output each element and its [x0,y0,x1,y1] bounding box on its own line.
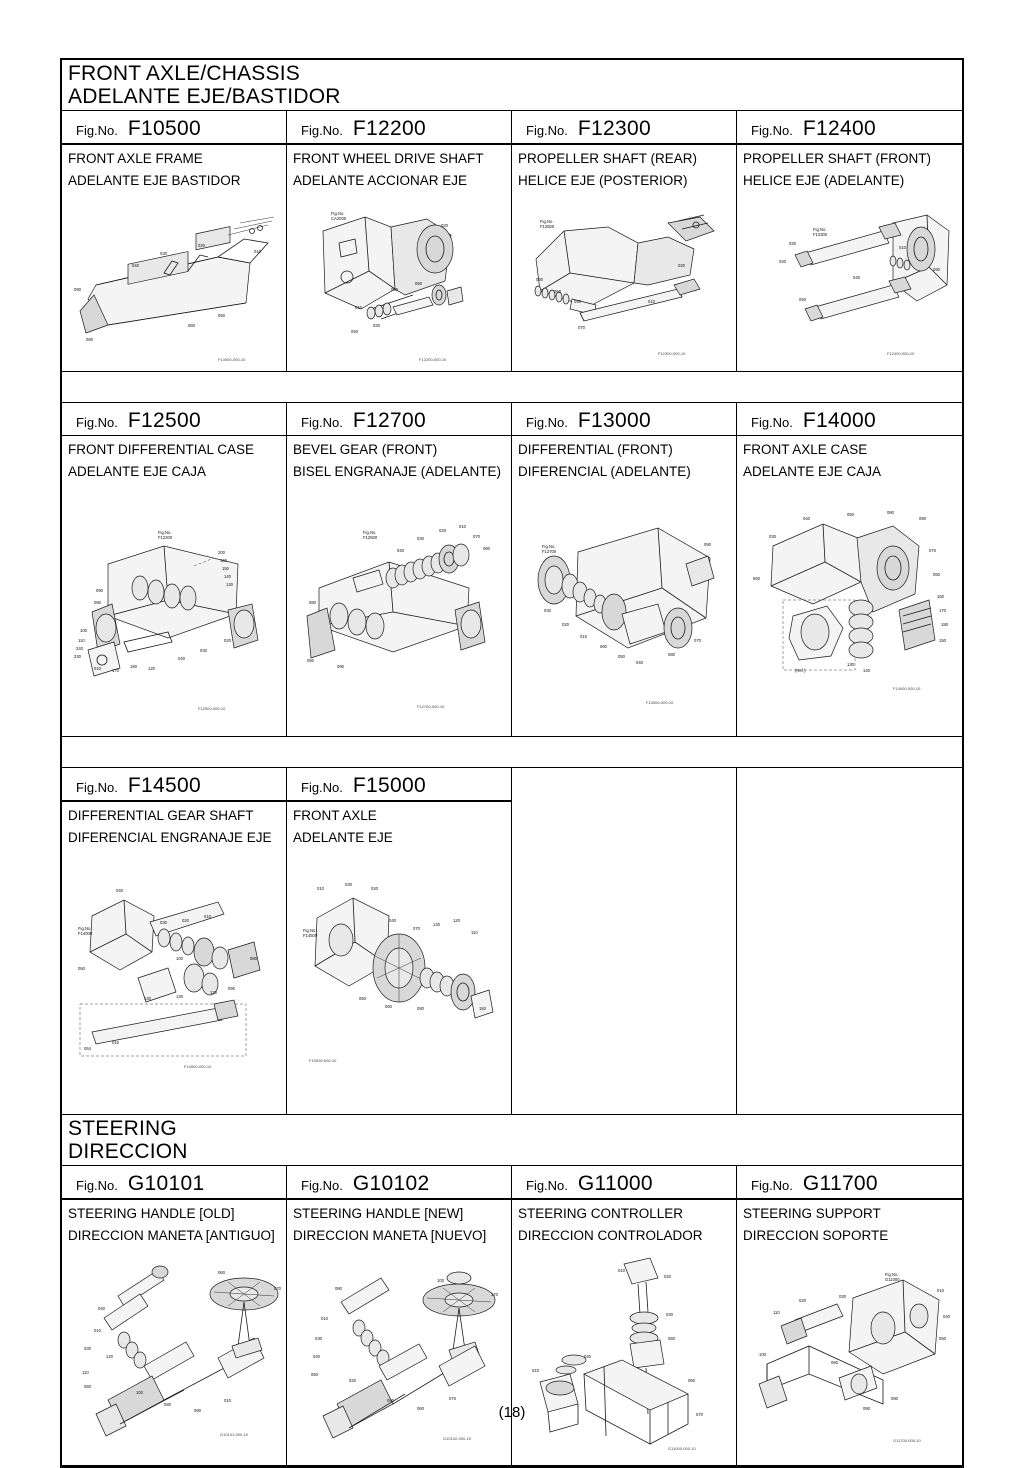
fig-header [512,1166,736,1198]
section-title-en: FRONT AXLE/CHASSIS [68,62,300,85]
svg-text:040: 040 [853,274,860,280]
svg-text:010: 010 [224,1397,231,1403]
svg-text:010: 010 [317,885,324,891]
figure-cell-empty-2 [737,768,962,1115]
svg-text:040: 040 [584,1353,591,1359]
svg-text:030: 030 [417,536,424,542]
svg-text:050: 050 [554,288,561,294]
svg-text:080: 080 [668,652,675,658]
fig-desc-en: STEERING HANDLE [OLD] [68,1205,235,1221]
fig-desc-en: PROPELLER SHAFT (REAR) [518,150,698,166]
fig-desc-es: DIFERENCIAL (ADELANTE) [518,464,691,480]
fig-desc-en: DIFFERENTIAL GEAR SHAFT [68,807,254,823]
svg-text:030: 030 [315,1335,322,1341]
figure-row [62,403,962,738]
fig-desc-en: STEERING HANDLE [NEW] [293,1205,464,1221]
svg-text:100: 100 [136,1389,143,1395]
figure-cell-f12500[interactable] [62,403,287,738]
fig-no-label: Fig.No. [76,1178,118,1194]
fig-no-label: Fig.No. [76,780,118,796]
svg-text:070: 070 [578,324,585,330]
fig-desc-en: FRONT DIFFERENTIAL CASE [68,442,255,458]
svg-text:080: 080 [309,600,316,606]
svg-text:100: 100 [437,1277,444,1283]
fig-desc-es: DIRECCION CONTROLADOR [518,1227,703,1243]
svg-text:060: 060 [188,322,195,328]
figure-illustration-differential [512,486,736,736]
svg-text:140: 140 [144,995,151,1001]
fig-desc-en: STEERING CONTROLLER [518,1205,684,1221]
catalog-page [60,58,964,1468]
svg-text:120: 120 [210,989,217,995]
svg-text:050: 050 [84,1383,91,1389]
svg-text:F12300-000-10: F12300-000-10 [658,350,686,356]
svg-text:160: 160 [220,558,227,564]
svg-text:010: 010 [254,248,261,254]
svg-text:140: 140 [433,921,440,927]
svg-text:140: 140 [224,574,231,580]
fig-header [62,1166,286,1198]
fig-number: F12500 [127,408,201,432]
fig-no-label: Fig.No. [751,414,793,430]
svg-text:050: 050 [359,995,366,1001]
svg-text:020: 020 [799,1297,806,1303]
svg-text:020: 020 [779,258,786,264]
fig-no-label: Fig.No. [76,414,118,430]
fig-desc-en: FRONT WHEEL DRIVE SHAFT [293,150,484,166]
fig-number: G10101 [127,1172,205,1196]
svg-text:Fig.No.F12500: Fig.No. F12500 [363,530,378,541]
svg-text:040: 040 [574,298,581,304]
svg-text:050: 050 [668,1335,675,1341]
svg-text:030: 030 [345,881,352,887]
svg-text:150: 150 [939,638,946,644]
svg-text:130: 130 [226,582,233,588]
svg-text:040: 040 [98,1305,105,1311]
svg-text:Fig.No.CA2000: Fig.No. CA2000 [331,210,347,221]
svg-text:050: 050 [618,654,625,660]
svg-text:030: 030 [666,1311,673,1317]
svg-text:010: 010 [648,298,655,304]
section-title-front-axle [62,60,962,111]
svg-text:Fig.No.F12300: Fig.No. F12300 [813,226,828,237]
fig-desc-es: ADELANTE EJE CAJA [68,464,207,480]
fig-no-label: Fig.No. [76,123,118,139]
figure-illustration-frontaxle [287,852,511,1114]
svg-text:110: 110 [78,638,85,644]
fig-number: F12400 [802,117,876,141]
svg-text:050: 050 [799,296,806,302]
figure-illustration-propeller-front [737,195,962,371]
fig-number: F12200 [352,117,426,141]
svg-text:070: 070 [413,925,420,931]
svg-text:240: 240 [76,646,83,652]
svg-text:070: 070 [696,1411,703,1417]
svg-text:080: 080 [891,1395,898,1401]
fig-no-label: Fig.No. [526,414,568,430]
svg-text:070: 070 [274,1285,281,1291]
fig-no-label: Fig.No. [301,780,343,796]
svg-text:020: 020 [678,262,685,268]
svg-text:060: 060 [385,1003,392,1009]
svg-text:030: 030 [84,1345,91,1351]
svg-text:170: 170 [112,668,119,674]
svg-text:090: 090 [863,1405,870,1411]
fig-header [287,403,511,435]
svg-text:(Ref.): (Ref.) [795,668,806,674]
svg-text:010: 010 [459,524,466,530]
figure-illustration-diffcase [62,486,286,736]
svg-text:050: 050 [415,280,422,286]
svg-text:090: 090 [337,664,344,670]
svg-text:F12400-000-10: F12400-000-10 [887,350,915,356]
figure-illustration-frame [62,195,286,371]
figure-cell-f13000[interactable] [512,403,737,738]
fig-number: G11000 [577,1172,653,1196]
svg-text:Fig.No.G11000: Fig.No. G11000 [885,1271,900,1282]
svg-text:080: 080 [250,955,257,961]
fig-header [62,768,286,800]
svg-text:140: 140 [863,668,870,674]
svg-text:050: 050 [351,328,358,334]
svg-text:150: 150 [222,566,229,572]
fig-no-label: Fig.No. [751,1178,793,1194]
svg-text:010: 010 [321,1315,328,1321]
svg-text:040: 040 [636,660,643,666]
svg-text:130: 130 [176,993,183,999]
fig-number: F13000 [577,408,651,432]
svg-text:G10101-000-10: G10101-000-10 [220,1431,249,1437]
fig-no-label: Fig.No. [526,1178,568,1194]
svg-text:050: 050 [311,1371,318,1377]
svg-text:060: 060 [218,1269,225,1275]
svg-text:650: 650 [753,576,760,582]
svg-text:040: 040 [397,548,404,554]
figure-illustration-driveshaft [287,195,511,371]
svg-text:050: 050 [218,312,225,318]
fig-desc-es: BISEL ENGRANAJE (ADELANTE) [293,464,502,480]
svg-text:060: 060 [688,1377,695,1383]
fig-number: G11700 [802,1172,878,1196]
svg-text:170: 170 [491,1291,498,1297]
svg-text:090: 090 [194,1407,201,1413]
svg-text:070: 070 [694,638,701,644]
svg-text:100: 100 [80,628,87,634]
svg-text:Fig.No.F12500: Fig.No. F12500 [540,218,555,229]
fig-number: G10102 [352,1172,430,1196]
fig-desc-es: ADELANTE EJE CAJA [743,464,882,480]
svg-text:040: 040 [132,262,139,268]
figure-illustration-support [737,1250,962,1465]
svg-text:040: 040 [178,656,185,662]
fig-header [62,111,286,143]
svg-text:040: 040 [943,1313,950,1319]
svg-text:090: 090 [919,516,926,522]
svg-text:040: 040 [803,516,810,522]
svg-text:G10102-000-10: G10102-000-10 [443,1435,472,1441]
svg-text:190: 190 [130,664,137,670]
fig-header [737,111,962,143]
fig-desc-es: DIRECCION MANETA [NUEVO] [293,1227,487,1243]
fig-number: F15000 [352,774,426,798]
svg-text:030: 030 [160,919,167,925]
fig-header [512,111,736,143]
svg-text:020: 020 [371,885,378,891]
fig-desc-es: ADELANTE ACCIONAR EJE [293,172,468,188]
fig-desc-es: ADELANTE EJE BASTIDOR [68,172,241,188]
figure-row [62,768,962,1115]
fig-header [737,1166,962,1198]
fig-no-label: Fig.No. [301,1178,343,1194]
svg-text:120: 120 [106,1353,113,1359]
svg-text:010: 010 [937,1287,944,1293]
section-title-en: STEERING [68,1116,177,1140]
fig-desc-en: PROPELLER SHAFT (FRONT) [743,150,932,166]
svg-text:F10500-000-10: F10500-000-10 [218,356,246,362]
svg-text:110: 110 [82,1369,89,1375]
figure-cell-f15000[interactable] [287,768,512,1115]
svg-text:F15000-000-10: F15000-000-10 [309,1057,337,1063]
fig-desc-es: DIRECCION SOPORTE [743,1227,889,1243]
page-number: (18) [498,1404,526,1421]
svg-text:120: 120 [148,666,155,672]
fig-number: F10500 [127,117,201,141]
svg-text:030: 030 [769,534,776,540]
svg-text:060: 060 [483,546,490,552]
svg-text:020: 020 [224,638,231,644]
svg-text:070: 070 [473,534,480,540]
figure-cell-f14000[interactable] [737,403,962,738]
fig-desc-es: HELICE EJE (ADELANTE) [743,172,905,188]
svg-text:060: 060 [831,1359,838,1365]
fig-desc-en: FRONT AXLE FRAME [68,150,203,166]
svg-text:020: 020 [664,1273,671,1279]
fig-header [512,403,736,435]
figure-row [62,111,962,372]
svg-text:050: 050 [78,965,85,971]
svg-text:040: 040 [116,887,123,893]
svg-text:G11700-000-10: G11700-000-10 [893,1437,921,1443]
fig-desc-es: HELICE EJE (POSTERIOR) [518,172,688,188]
svg-text:090: 090 [74,286,81,292]
svg-text:180: 180 [941,622,948,628]
figure-illustration-handle-new [287,1250,511,1465]
svg-text:010: 010 [94,666,101,672]
svg-text:030: 030 [373,322,380,328]
svg-text:010: 010 [355,304,362,310]
svg-text:200: 200 [218,550,225,556]
svg-text:040: 040 [389,917,396,923]
figure-illustration-axlecase [737,486,962,736]
fig-number: F12300 [577,117,651,141]
figure-cell-f10500[interactable] [62,111,287,372]
fig-desc-es: DIFERENCIAL ENGRANAJE EJE [68,829,272,845]
svg-text:050: 050 [307,658,314,664]
svg-text:064: 064 [84,1045,91,1051]
svg-text:080: 080 [164,1401,171,1407]
row-spacer [62,372,962,403]
svg-text:090: 090 [387,1397,394,1403]
svg-text:020: 020 [198,242,205,248]
svg-text:030: 030 [160,250,167,256]
svg-text:230: 230 [74,654,81,660]
fig-number: F14500 [127,774,201,798]
fig-desc-en: BEVEL GEAR (FRONT) [293,442,438,458]
fig-number: F14000 [802,408,876,432]
svg-text:090: 090 [704,542,711,548]
fig-no-label: Fig.No. [301,123,343,139]
svg-text:010: 010 [580,634,587,640]
figure-cell-f12300[interactable] [512,111,737,372]
figure-cell-f12200[interactable] [287,111,512,372]
svg-text:060: 060 [933,572,940,578]
svg-text:080: 080 [417,1005,424,1011]
figure-illustration-bevelgear [287,486,511,736]
svg-text:010: 010 [618,1267,625,1273]
svg-text:060: 060 [391,286,398,292]
svg-text:080: 080 [86,336,93,342]
svg-text:F14500-000-10: F14500-000-10 [184,1063,212,1069]
figure-cell-f12700[interactable] [287,403,512,738]
svg-text:020: 020 [439,528,446,534]
svg-text:030: 030 [789,240,796,246]
svg-text:F13000-000-10: F13000-000-10 [646,700,674,706]
svg-text:Fig.No.F14500: Fig.No. F14500 [303,927,318,938]
svg-text:070: 070 [929,548,936,554]
figure-cell-empty-1 [512,768,737,1115]
section-title-es: ADELANTE EJE/BASTIDOR [68,84,341,108]
fig-desc-en: FRONT AXLE CASE [743,442,868,458]
svg-text:110: 110 [773,1309,780,1315]
svg-text:010: 010 [112,1039,119,1045]
svg-text:070: 070 [449,1395,456,1401]
svg-text:010: 010 [204,913,211,919]
svg-text:F12700-000-10: F12700-000-10 [417,704,445,710]
svg-text:040: 040 [313,1353,320,1359]
fig-no-label: Fig.No. [526,123,568,139]
svg-text:F12500-000-10: F12500-000-10 [198,706,226,712]
empty-figure-area [512,768,736,1030]
fig-no-label: Fig.No. [751,123,793,139]
fig-header [287,768,511,800]
fig-desc-en: DIFFERENTIAL (FRONT) [518,442,673,458]
svg-text:060: 060 [600,644,607,650]
svg-text:100: 100 [176,955,183,961]
svg-text:030: 030 [544,608,551,614]
svg-text:010: 010 [532,1367,539,1373]
section-title-es: DIRECCION [68,1139,188,1163]
fig-no-label: Fig.No. [301,414,343,430]
svg-text:020: 020 [441,222,448,228]
svg-text:020: 020 [182,917,189,923]
svg-text:090: 090 [96,588,103,594]
svg-text:F14000-000-10: F14000-000-10 [893,686,921,692]
figure-illustration-propeller-rear [512,195,736,371]
fig-number: F12700 [352,408,426,432]
figure-cell-f14500[interactable] [62,768,287,1115]
svg-text:160: 160 [937,594,944,600]
svg-text:020: 020 [562,622,569,628]
svg-text:110: 110 [471,929,478,935]
fig-header [737,403,962,435]
fig-header [287,1166,511,1198]
fig-desc-en: STEERING SUPPORT [743,1205,881,1221]
empty-figure-area [737,768,962,1030]
svg-text:130: 130 [847,662,854,668]
svg-text:080: 080 [335,1285,342,1291]
svg-text:080: 080 [94,600,101,606]
svg-text:030: 030 [839,1293,846,1299]
fig-desc-es: ADELANTE EJE [293,829,393,845]
svg-text:F12200-000-10: F12200-000-10 [419,356,447,362]
svg-text:090: 090 [228,985,235,991]
fig-header [287,111,511,143]
fig-header [62,403,286,435]
svg-text:Fig.No.F12200: Fig.No. F12200 [158,530,173,541]
svg-text:010: 010 [899,244,906,250]
svg-text:020: 020 [349,1377,356,1383]
svg-text:Fig.No.F14000: Fig.No. F14000 [78,925,93,936]
svg-text:010: 010 [94,1327,101,1333]
svg-text:030: 030 [536,276,543,282]
row-spacer [62,737,962,768]
figure-illustration-handle-old [62,1250,286,1465]
svg-text:100: 100 [759,1351,766,1357]
fig-desc-es: DIRECCION MANETA [ANTIGUO] [68,1227,275,1243]
svg-text:080: 080 [887,510,894,516]
figure-illustration-controller [512,1250,736,1465]
svg-text:120: 120 [453,917,460,923]
svg-text:150: 150 [479,1005,486,1011]
svg-text:090: 090 [933,266,940,272]
section-title-steering [62,1115,962,1166]
svg-text:Fig.No.F12700: Fig.No. F12700 [542,544,557,555]
fig-desc-en: FRONT AXLE [293,807,377,823]
svg-text:050: 050 [847,512,854,518]
figure-illustration-gearshaft [62,852,286,1114]
svg-text:G11000-000-10: G11000-000-10 [668,1445,696,1451]
svg-text:170: 170 [939,608,946,614]
figure-cell-f12400[interactable] [737,111,962,372]
svg-text:050: 050 [939,1335,946,1341]
svg-text:030: 030 [200,648,207,654]
svg-text:060: 060 [417,1405,424,1411]
